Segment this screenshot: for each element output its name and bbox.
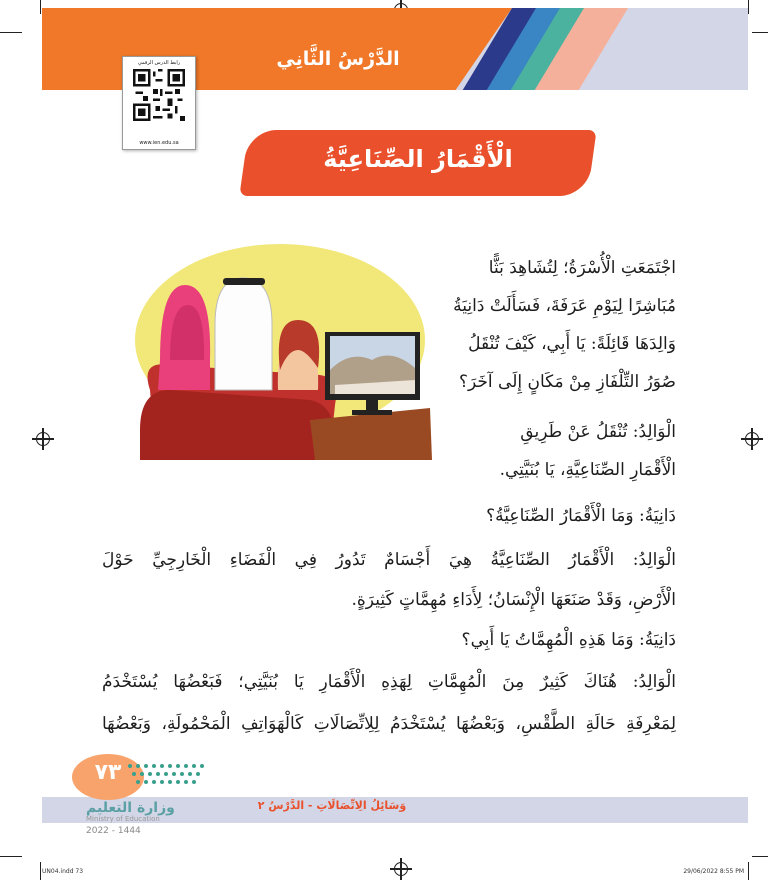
qr-caption: رابط الدرس الرقمي: [137, 60, 181, 66]
running-footer-title: وَسَائِلُ الِاتِّصَالَاتِ - الدَّرْسُ ٢: [257, 799, 407, 812]
ministry-year: 2022 - 1444: [86, 826, 141, 836]
body-line: الْوَالِدُ: تُنْقَلُ عَنْ طَرِيقِ: [520, 422, 676, 442]
ministry-logo-icon: [124, 762, 208, 788]
body-line: اجْتَمَعَتِ الْأُسْرَةُ؛ لِتُشَاهِدَ بَثًّا: [488, 258, 676, 278]
qr-code-icon: [133, 69, 185, 121]
crop-mark: [40, 862, 41, 880]
family-watching-tv-illustration: [130, 240, 432, 460]
crop-mark: [0, 856, 22, 857]
registration-mark-icon: [394, 862, 408, 876]
body-line: وَالِدَهَا قَائِلَةً: يَا أَبِي، كَيْفَ تُنْقَلُ: [468, 334, 676, 354]
page-number: ٧٣: [94, 760, 122, 785]
lesson-title: الْأَقْمَارُ الصِّنَاعِيَّةُ: [323, 145, 513, 173]
crop-mark: [748, 862, 749, 880]
body-line: صُوَرُ التِّلْفَازِ مِنْ مَكَانٍ إِلَى آخَرَ؟: [458, 372, 676, 392]
body-line: الْوَالِدُ: هُنَاكَ كَثِيرٌ مِنَ الْمُهِمَّاتِ لِهَذِهِ الْأَقْمَارِ يَا بُنَيَّتِي؛ فَبَعْضُهَا يُسْتَخْدَمُ: [102, 672, 676, 692]
crop-mark: [0, 32, 22, 33]
body-line: لِمَعْرِفَةِ حَالَةِ الطَّقْسِ، وَبَعْضُهَا يُسْتَخْدَمُ لِلِاتِّصَالَاتِ كَالْهَوَاتِفِ الْمَحْمُولَةِ، وَبَعْضُهَا: [102, 714, 676, 734]
ministry-name-english: Ministry of Education: [86, 815, 160, 823]
ministry-name-arabic: وزارة التعليم: [86, 800, 175, 816]
body-line: دَانِيَةُ: وَمَا الْأَقْمَارُ الصِّنَاعِيَّةُ؟: [486, 506, 676, 526]
lesson-label: الدَّرْسُ الثَّانِي: [276, 48, 400, 70]
body-line: دَانِيَةُ: وَمَا هَذِهِ الْمُهِمَّاتُ يَا أَبِي؟: [461, 630, 676, 650]
registration-mark-icon: [745, 432, 759, 446]
body-line: الْأَرْضِ، وَقَدْ صَنَعَهَا الْإِنْسَانُ؛ لِأَدَاءِ مُهِمَّاتٍ كَثِيرَةٍ.: [351, 590, 676, 610]
body-line: مُبَاشِرًا لِيَوْمِ عَرَفَةَ، فَسَأَلَتْ دَانِيَةُ: [453, 296, 676, 316]
body-line: الْأَقْمَارِ الصِّنَاعِيَّةِ، يَا بُنَيَّتِي.: [499, 460, 676, 480]
crop-mark: [752, 856, 768, 857]
qr-url: www.ien.edu.sa: [139, 140, 179, 146]
qr-code-card[interactable]: [122, 56, 196, 150]
crop-mark: [40, 0, 41, 14]
body-line: الْوَالِدُ: الْأَقْمَارُ الصِّنَاعِيَّةُ هِيَ أَجْسَامٌ تَدُورُ فِي الْفَضَاءِ الْخَارِجِيِّ حَوْلَ: [102, 550, 676, 570]
slug-date: 29/06/2022 8:55 PM: [683, 868, 744, 875]
crop-mark: [748, 0, 749, 14]
crop-mark: [752, 32, 768, 33]
registration-mark-icon: [36, 432, 50, 446]
slug-file: UN04.indd 73: [42, 868, 84, 875]
